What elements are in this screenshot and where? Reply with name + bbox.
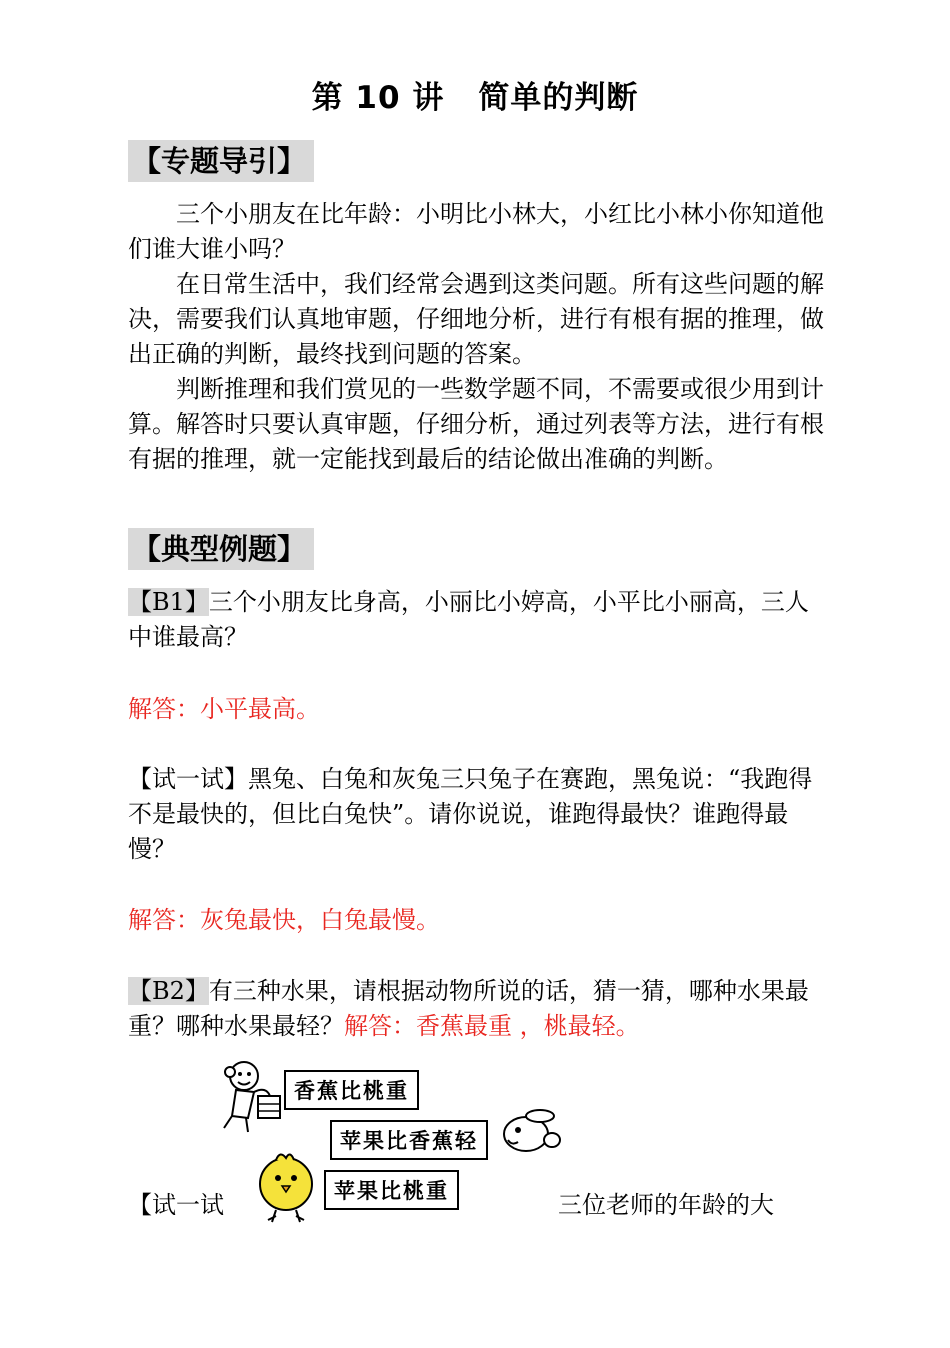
- sign-apple-lighter-than-banana: 苹果比香蕉轻: [330, 1120, 488, 1160]
- example-b2: [128, 974, 828, 1044]
- example-b1-text: 三个小朋友比身高，小丽比小婷高，小平比小丽高，三人中谁最高？: [128, 588, 809, 651]
- example-b2-text: 有三种水果，请根据动物所说的话，猜一猜，哪种水果最重？哪种水果最轻？: [128, 977, 809, 1040]
- example-b1: [128, 585, 828, 655]
- intro-paragraph-1: 三个小朋友在比年龄：小明比小林大，小红比小林小你知道他们谁大谁小吗？: [128, 200, 824, 263]
- sign-apple-heavier-than-peach: 苹果比桃重: [324, 1170, 459, 1210]
- monkey-icon: [218, 1056, 293, 1136]
- lesson-topic: 简单的判断: [478, 80, 639, 116]
- example-b2-tag: 【B2】: [128, 977, 209, 1005]
- fruit-illustration: [210, 1050, 580, 1230]
- try-1: [128, 762, 828, 867]
- example-b1-answer: 解答：小平最高。: [128, 695, 320, 723]
- sign-banana-heavier-than-peach: 香蕉比桃重: [284, 1070, 419, 1110]
- try-1-text: 黑兔、白兔和灰兔三只兔子在赛跑，黑兔说：“我跑得不是最快的，但比白兔快”。请你说说，谁跑得最快？谁跑得最慢？: [128, 765, 813, 863]
- rabbit-icon: [496, 1102, 566, 1162]
- page-title: [0, 72, 950, 117]
- lesson-number: 第 10 讲: [311, 80, 445, 116]
- example-b1-tag: 【B1】: [128, 588, 209, 616]
- try-1-tag: 【试一试】: [128, 765, 248, 793]
- intro-heading: 【专题导引】: [128, 140, 314, 182]
- try-1-answer: 解答：灰兔最快，白兔最慢。: [128, 906, 440, 934]
- intro-paragraph-3: 判断推理和我们赏见的一些数学题不同，不需要或很少用到计算。解答时只要认真审题，仔细分析，通过列表等方法，进行有根有据的推理，就一定能找到最后的结论做出准确的判断。: [128, 375, 824, 473]
- try-2-left: 【试一试: [128, 1191, 224, 1219]
- intro-paragraph-2: 在日常生活中，我们经常会遇到这类问题。所有这些问题的解决，需要我们认真地审题，仔细地分析，进行有根有据的推理，做出正确的判断，最终找到问题的答案。: [128, 270, 824, 368]
- chick-icon: [246, 1146, 326, 1226]
- try-2-right: 三位老师的年龄的大: [558, 1191, 774, 1219]
- examples-heading: 【典型例题】: [128, 528, 314, 570]
- example-b2-answer: 解答：香蕉最重 ，桃最轻。: [344, 1012, 640, 1040]
